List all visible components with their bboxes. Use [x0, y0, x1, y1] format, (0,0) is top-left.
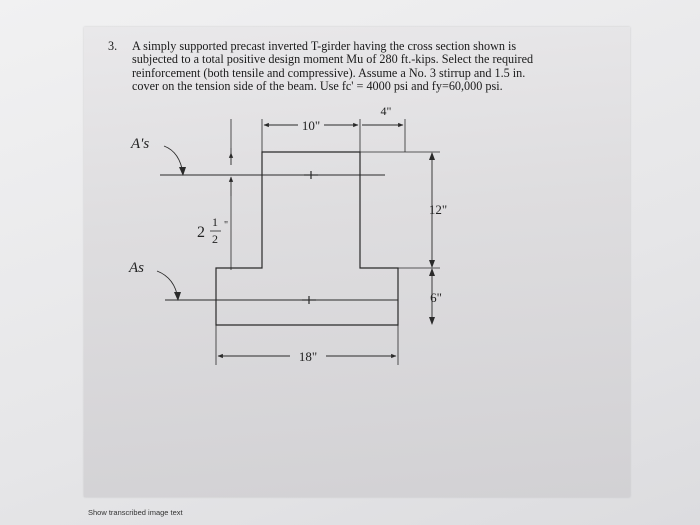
flange-height-label: 6" — [430, 290, 442, 305]
cover-whole-label: 2 — [197, 224, 205, 241]
cover-numerator-label: 1 — [212, 215, 218, 229]
tension-steel-label: As — [129, 260, 144, 276]
cover-denominator-label: 2 — [212, 232, 218, 246]
web-height-arrow-top — [429, 152, 435, 160]
compression-steel-label: A's — [131, 136, 150, 152]
problem-line-1: A simply supported precast inverted T-girder having the cross section shown is — [132, 39, 517, 53]
top-offset-label: 4" — [380, 104, 392, 118]
compression-steel-leader — [164, 146, 183, 174]
tension-steel-leader — [157, 271, 178, 299]
web-height-label: 12" — [428, 202, 448, 217]
problem-line-2: subjected to a total positive design moment Mu of 280 ft.-kips. Select the required — [132, 52, 534, 67]
show-transcribed-text-link[interactable]: Show transcribed image text — [88, 508, 183, 517]
cover-unit-label: " — [224, 220, 229, 231]
problem-line-3: reinforcement (both tensile and compressive). Assume a No. 3 stirrup and 1.5 in. — [132, 65, 526, 80]
web-width-label: 10" — [301, 118, 321, 133]
girder-outline — [216, 152, 398, 325]
flange-width-label: 18" — [298, 349, 318, 364]
flange-height-arrow-bottom — [429, 317, 435, 325]
flange-height-arrow-top — [429, 268, 435, 276]
problem-line-4: cover on the tension side of the beam. Use fc' = 4000 psi and fy=60,000 psi. — [132, 79, 503, 94]
web-height-arrow-bottom — [429, 260, 435, 268]
problem-number: 3. — [108, 39, 118, 53]
